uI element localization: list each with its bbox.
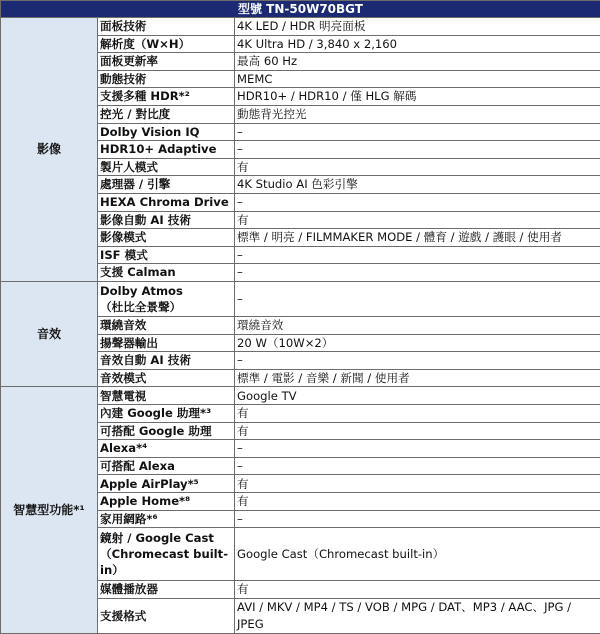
value-cell: – bbox=[235, 457, 600, 475]
feature-cell: 動態技術 bbox=[98, 70, 235, 88]
value-cell: – bbox=[235, 246, 600, 264]
value-cell: Google Cast（Chromecast built-in） bbox=[235, 528, 600, 581]
feature-cell: 處理器 / 引擎 bbox=[98, 176, 235, 194]
feature-cell: 製片人模式 bbox=[98, 158, 235, 176]
feature-cell: Apple AirPlay*⁵ bbox=[98, 475, 235, 493]
value-cell: 有 bbox=[235, 422, 600, 440]
value-cell: 有 bbox=[235, 475, 600, 493]
feature-cell: 支援 Calman bbox=[98, 264, 235, 282]
feature-cell: 面板技術 bbox=[98, 18, 235, 36]
feature-cell: 影像模式 bbox=[98, 229, 235, 247]
value-cell: – bbox=[235, 281, 600, 316]
feature-cell: 智慧電視 bbox=[98, 387, 235, 405]
spec-row bbox=[1, 387, 600, 405]
spec-body bbox=[1, 18, 600, 634]
feature-cell: 可搭配 Google 助理 bbox=[98, 422, 235, 440]
value-cell: – bbox=[235, 352, 600, 370]
spec-row bbox=[1, 18, 600, 36]
value-cell: AVI / MKV / MP4 / TS / VOB / MPG / DAT、MP3 / AAC、JPG / JPEG bbox=[235, 598, 600, 633]
category-cell: 影像 bbox=[1, 18, 98, 282]
feature-cell: 揚聲器輸出 bbox=[98, 334, 235, 352]
value-cell: 4K Ultra HD / 3,840 x 2,160 bbox=[235, 35, 600, 53]
model-title: 型號 TN-50W70BGT bbox=[1, 1, 600, 18]
feature-cell: HEXA Chroma Drive bbox=[98, 193, 235, 211]
feature-cell: 媒體播放器 bbox=[98, 581, 235, 599]
feature-cell: 家用網路*⁶ bbox=[98, 510, 235, 528]
value-cell: 標準 / 明亮 / FILMMAKER MODE / 體育 / 遊戲 / 護眼 / 使用者 bbox=[235, 229, 600, 247]
value-cell: – bbox=[235, 123, 600, 141]
value-cell: 4K LED / HDR 明亮面板 bbox=[235, 18, 600, 36]
value-cell: 最高 60 Hz bbox=[235, 53, 600, 71]
spec-row bbox=[1, 281, 600, 316]
value-cell: 標準 / 電影 / 音樂 / 新聞 / 使用者 bbox=[235, 369, 600, 387]
feature-cell: 支援多種 HDR*² bbox=[98, 88, 235, 106]
feature-cell: 支援格式 bbox=[98, 598, 235, 633]
category-cell: 音效 bbox=[1, 281, 98, 387]
value-cell: 有 bbox=[235, 211, 600, 229]
value-cell: 有 bbox=[235, 581, 600, 599]
value-cell: 動態背光控光 bbox=[235, 105, 600, 123]
value-cell: HDR10+ / HDR10 / 僅 HLG 解碼 bbox=[235, 88, 600, 106]
value-cell: 4K Studio AI 色彩引擎 bbox=[235, 176, 600, 194]
feature-cell: Apple Home*⁸ bbox=[98, 493, 235, 511]
value-cell: – bbox=[235, 440, 600, 458]
feature-cell: 音效模式 bbox=[98, 369, 235, 387]
feature-cell: 環繞音效 bbox=[98, 317, 235, 335]
value-cell: 有 bbox=[235, 493, 600, 511]
feature-cell: Dolby Atmos （杜比全景聲） bbox=[98, 281, 235, 316]
value-cell: – bbox=[235, 141, 600, 159]
feature-cell: 控光 / 對比度 bbox=[98, 105, 235, 123]
feature-cell: 鏡射 / Google Cast （Chromecast built-in） bbox=[98, 528, 235, 581]
feature-cell: 影像自動 AI 技術 bbox=[98, 211, 235, 229]
feature-cell: Dolby Vision IQ bbox=[98, 123, 235, 141]
value-cell: 有 bbox=[235, 405, 600, 423]
feature-cell: 解析度（W×H） bbox=[98, 35, 235, 53]
feature-cell: 面板更新率 bbox=[98, 53, 235, 71]
value-cell: Google TV bbox=[235, 387, 600, 405]
feature-cell: 可搭配 Alexa bbox=[98, 457, 235, 475]
title-row bbox=[1, 1, 600, 18]
value-cell: – bbox=[235, 510, 600, 528]
feature-cell: 音效自動 AI 技術 bbox=[98, 352, 235, 370]
category-cell: 智慧型功能*¹ bbox=[1, 387, 98, 633]
value-cell: 有 bbox=[235, 158, 600, 176]
value-cell: – bbox=[235, 193, 600, 211]
feature-cell: ISF 模式 bbox=[98, 246, 235, 264]
feature-cell: HDR10+ Adaptive bbox=[98, 141, 235, 159]
feature-cell: 內建 Google 助理*³ bbox=[98, 405, 235, 423]
feature-cell: Alexa*⁴ bbox=[98, 440, 235, 458]
value-cell: MEMC bbox=[235, 70, 600, 88]
value-cell: – bbox=[235, 264, 600, 282]
value-cell: 環繞音效 bbox=[235, 317, 600, 335]
value-cell: 20 W（10W×2） bbox=[235, 334, 600, 352]
